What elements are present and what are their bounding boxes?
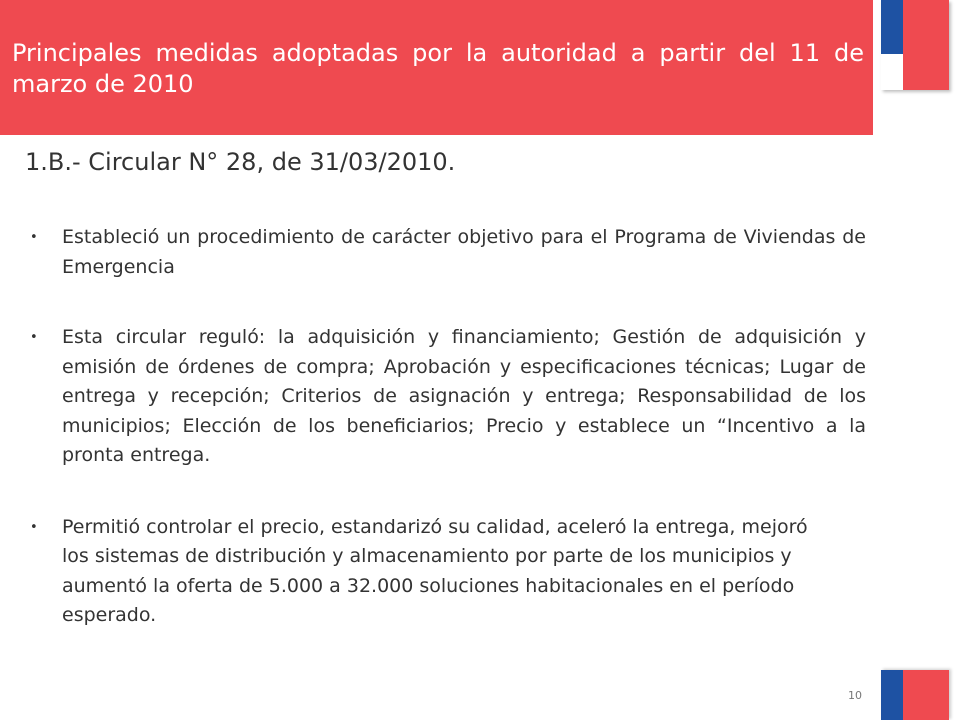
- flag-blue-band: [881, 670, 903, 720]
- bullet-icon: •: [30, 230, 38, 245]
- chile-flag-logo-bottom: [881, 670, 949, 720]
- slide-title: Principales medidas adoptadas por la autoridad a partir del 11 de marzo de 2010: [12, 39, 864, 98]
- bullet-item: [30, 513, 837, 631]
- section-subtitle: 1.B.- Circular N° 28, de 31/03/2010.: [25, 148, 456, 176]
- bullet-icon: •: [30, 519, 38, 535]
- flag-blue-band: [881, 0, 903, 90]
- page-number: 10: [848, 689, 862, 702]
- bullet-icon: •: [30, 330, 38, 345]
- bullet-text: Esta circular reguló: la adquisición y financiamiento; Gestión de adquisición y emisión de órdenes de compra; Aprobación y especificaciones técnicas; Lugar de entrega y recepción; Criterios de asignación y entrega; Responsabilidad de los municipios; Elección de los beneficiarios; Precio y establece un “Incentivo a la pronta entrega.: [62, 326, 866, 466]
- title-banner: [0, 0, 873, 135]
- bullet-text: Estableció un procedimiento de carácter objetivo para el Programa de Viviendas de Emergencia: [62, 226, 866, 278]
- flag-red-band: [903, 670, 949, 720]
- bullet-list: [30, 223, 866, 631]
- flag-red-band: [903, 0, 949, 90]
- bullet-item: [30, 223, 866, 282]
- bullet-text: Permitió controlar el precio, estandarizó su calidad, aceleró la entrega, mejoró los sistemas de distribución y almacenamiento por parte de los municipios y aumentó la oferta de 5.000 a 32.000 soluciones habitacionales en el período esperado.: [62, 515, 808, 626]
- bullet-item: [30, 323, 866, 471]
- chile-flag-logo-top: [881, 0, 949, 90]
